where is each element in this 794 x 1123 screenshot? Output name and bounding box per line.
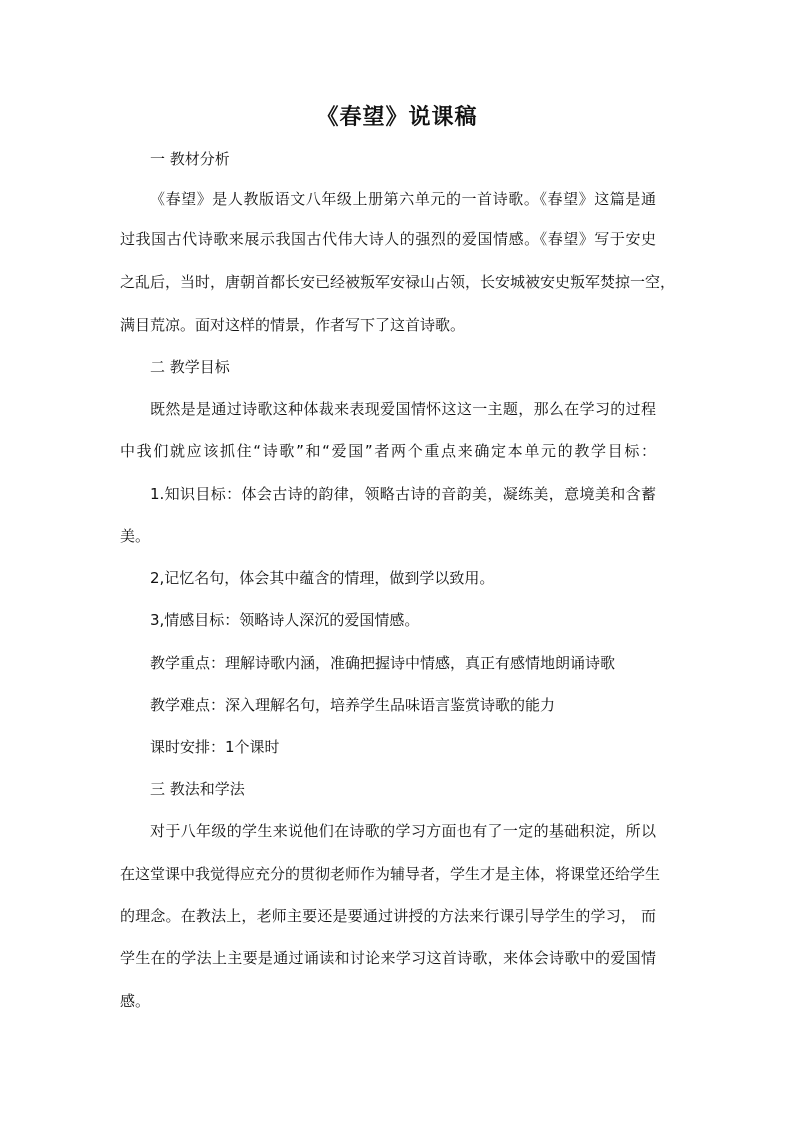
- paragraph-line: 对于八年级的学生来说他们在诗歌的学习方面也有了一定的基础积淀，所以: [150, 822, 656, 840]
- paragraph-line: 美。: [120, 527, 151, 545]
- paragraph-line: 过我国古代诗歌来展示我国古代伟大诗人的强烈的爱国情感。《春望》写于安史: [120, 230, 656, 248]
- paragraph-line: 之乱后，当时，唐朝首都长安已经被叛军安禄山占领，长安城被安史叛军焚掠一空，: [120, 273, 676, 291]
- document-title: 《春望》说课稿: [316, 105, 478, 130]
- section-heading-textbook-analysis: 一 教材分析: [150, 150, 230, 168]
- paragraph-line: 在这堂课中我觉得应充分的贯彻老师作为辅导者，学生才是主体，将课堂还给学生: [120, 865, 661, 883]
- paragraph-line: 的理念。在教法上，老师主要还是要通过讲授的方法来行课引导学生的学习， 而: [120, 907, 656, 925]
- paragraph-line: 2,记忆名句，体会其中蕴含的情理，做到学以致用。: [150, 569, 495, 587]
- paragraph-line: 《春望》是人教版语文八年级上册第六单元的一首诗歌。《春望》这篇是通: [150, 190, 656, 208]
- section-heading-teaching-goals: 二 教学目标: [150, 358, 230, 376]
- paragraph-line: 满目荒凉。面对这样的情景，作者写下了这首诗歌。: [120, 316, 466, 334]
- paragraph-line: 3,情感目标：领略诗人深沉的爱国情感。: [150, 611, 420, 629]
- teaching-key-point: 教学重点：理解诗歌内涵，准确把握诗中情感，真正有感情地朗诵诗歌: [150, 654, 616, 672]
- paragraph-line: 既然是是通过诗歌这种体裁来表现爱国情怀这这一主题，那么在学习的过程: [150, 400, 656, 418]
- section-heading-teaching-methods: 三 教法和学法: [150, 780, 245, 798]
- paragraph-line: 中我们就应该抓住“诗歌”和“爱国”者两个重点来确定本单元的教学目标：: [120, 442, 656, 460]
- paragraph-line: 学生在的学法上主要是通过诵读和讨论来学习这首诗歌，来体会诗歌中的爱国情: [120, 949, 656, 967]
- teaching-difficulty: 教学难点：深入理解名句，培养学生品味语言鉴赏诗歌的能力: [150, 696, 556, 714]
- paragraph-line: 1.知识目标：体会古诗的韵律，领略古诗的音韵美，凝练美，意境美和含蓄: [150, 485, 656, 503]
- paragraph-line: 感。: [120, 992, 151, 1010]
- class-schedule: 课时安排：1个课时: [150, 738, 280, 756]
